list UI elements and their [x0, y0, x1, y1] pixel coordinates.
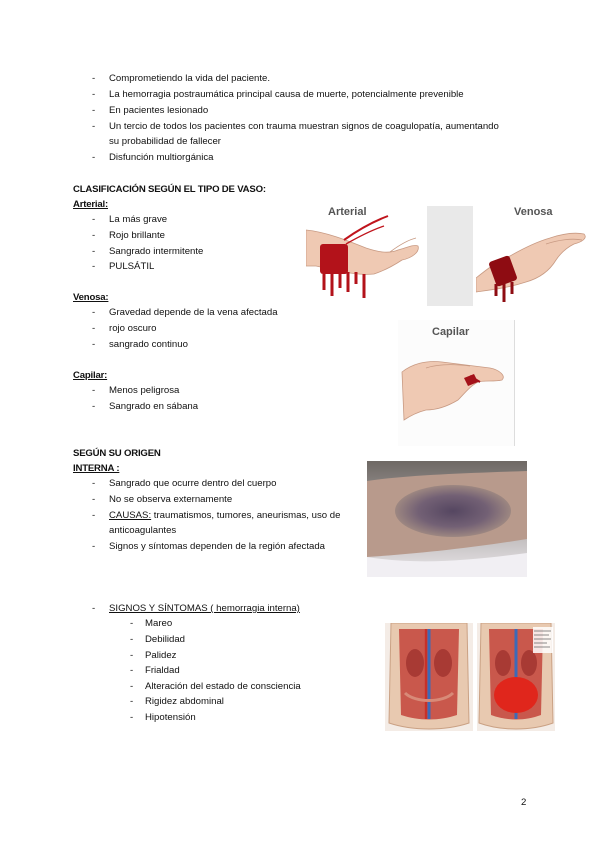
signo-item: Rigidez abdominal: [145, 696, 224, 707]
interna-item-continuation: anticoagulantes: [109, 525, 177, 536]
bullet-dash: -: [92, 89, 96, 100]
arterial-item: La más grave: [109, 214, 168, 225]
arterial-item: Sangrado intermitente: [109, 246, 204, 257]
interna-item-causas: [109, 510, 340, 522]
signo-item: Hipotensión: [145, 712, 196, 723]
bullet-dash: -: [92, 339, 96, 350]
intro-item: Comprometiendo la vida del paciente.: [109, 73, 271, 84]
section-heading-origen: SEGÚN SU ORIGEN: [73, 448, 161, 459]
bullet-dash: -: [130, 665, 134, 676]
bullet-dash: -: [92, 510, 96, 521]
figure-label-arterial: Arterial: [328, 206, 367, 218]
subheading-venosa: Venosa:: [73, 292, 109, 303]
causas-label: CAUSAS:: [109, 510, 152, 521]
arterial-item: Rojo brillante: [109, 230, 165, 241]
bullet-dash: -: [130, 712, 134, 723]
bullet-dash: -: [130, 696, 134, 707]
subheading-interna: INTERNA :: [73, 463, 120, 474]
intro-item-continuation: su probabilidad de fallecer: [109, 136, 222, 147]
bullet-dash: -: [92, 385, 96, 396]
signo-item: Palidez: [145, 650, 177, 661]
abdominal-anatomy-hemorrhage-illustration: [477, 623, 555, 731]
bullet-dash: -: [92, 152, 96, 163]
signo-item: Alteración del estado de consciencia: [145, 681, 301, 692]
capilar-item: Sangrado en sábana: [109, 401, 199, 412]
venosa-item: Gravedad depende de la vena afectada: [109, 307, 278, 318]
venous-bleeding-illustration: [476, 200, 590, 310]
arterial-bleeding-illustration: [306, 200, 420, 300]
internal-bleeding-bruise-photo: [367, 461, 527, 577]
capillary-bleeding-illustration: [398, 320, 515, 446]
bullet-dash: -: [92, 73, 96, 84]
abdominal-anatomy-normal-illustration: [385, 623, 473, 731]
figure-label-capilar: Capilar: [432, 326, 470, 338]
interna-item: No se observa externamente: [109, 494, 233, 505]
bullet-dash: -: [92, 401, 96, 412]
intro-item: Disfunción multiorgánica: [109, 152, 214, 163]
bullet-dash: -: [92, 261, 96, 272]
bullet-dash: -: [92, 603, 96, 614]
interna-item: Sangrado que ocurre dentro del cuerpo: [109, 478, 277, 489]
section-heading-clasificacion: CLASIFICACIÓN SEGÚN EL TIPO DE VASO:: [73, 184, 266, 195]
figure-divider: [427, 206, 473, 306]
signos-title: SIGNOS Y SÍNTOMAS ( hemorragia interna): [109, 603, 300, 614]
bullet-dash: -: [92, 494, 96, 505]
bullet-dash: -: [92, 214, 96, 225]
bullet-dash: -: [92, 541, 96, 552]
venosa-item: rojo oscuro: [109, 323, 157, 334]
bullet-dash: -: [92, 230, 96, 241]
intro-item: La hemorragia postraumática principal causa de muerte, potencialmente prevenible: [109, 89, 464, 100]
bullet-dash: -: [92, 105, 96, 116]
intro-item: En pacientes lesionado: [109, 105, 209, 116]
interna-item: Signos y síntomas dependen de la región afectada: [109, 541, 326, 552]
subheading-capilar: Capilar:: [73, 370, 108, 381]
figure-label-venosa: Venosa: [514, 206, 553, 218]
bullet-dash: -: [130, 634, 134, 645]
bullet-dash: -: [130, 681, 134, 692]
signo-item: Mareo: [145, 618, 173, 629]
causas-text: traumatismos, tumores, aneurismas, uso de: [153, 510, 341, 521]
intro-item: Un tercio de todos los pacientes con trauma muestran signos de coagulopatía, aumentando: [109, 121, 499, 132]
venosa-item: sangrado continuo: [109, 339, 188, 350]
bullet-dash: -: [92, 323, 96, 334]
bullet-dash: -: [92, 307, 96, 318]
capilar-item: Menos peligrosa: [109, 385, 180, 396]
page-number: 2: [521, 797, 527, 808]
bullet-dash: -: [92, 246, 96, 257]
bullet-dash: -: [92, 121, 96, 132]
signo-item: Frialdad: [145, 665, 180, 676]
bullet-dash: -: [92, 478, 96, 489]
subheading-arterial: Arterial:: [73, 199, 108, 210]
bullet-dash: -: [130, 650, 134, 661]
signo-item: Debilidad: [145, 634, 186, 645]
bullet-dash: -: [130, 618, 134, 629]
arterial-item: PULSÁTIL: [109, 261, 155, 272]
